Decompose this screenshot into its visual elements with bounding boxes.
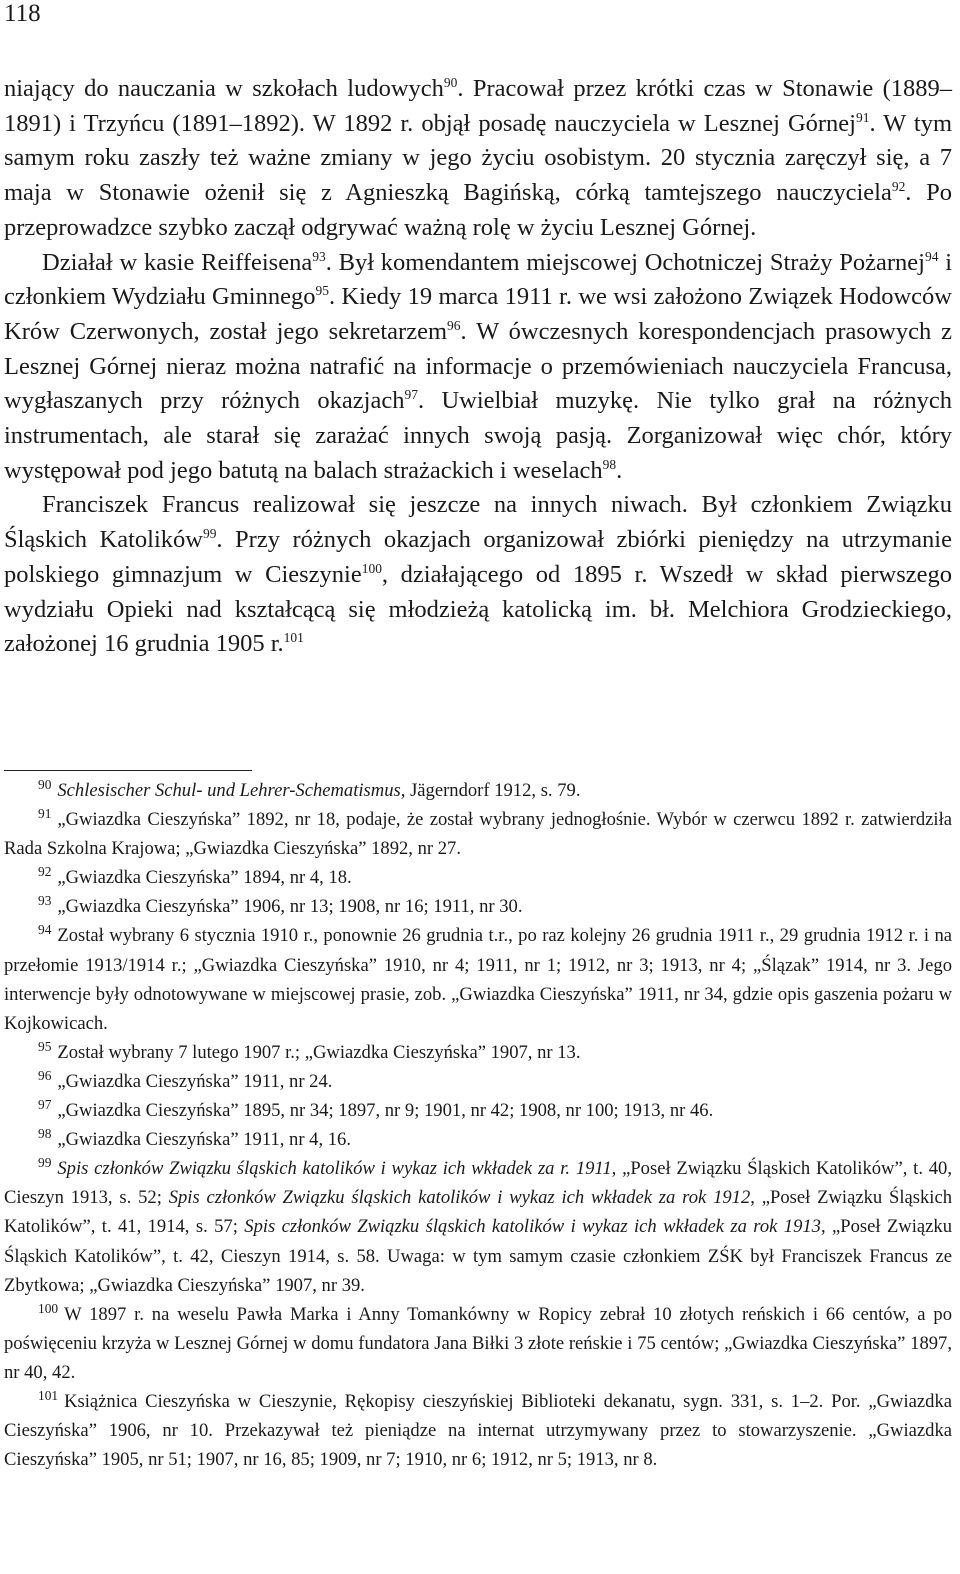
page-number: 118 (4, 0, 41, 27)
body-text-segment: Działał w kasie Reiffeisena (42, 248, 313, 276)
footnote-marker: 98 (602, 456, 617, 472)
footnote-text: , „Poseł Związku Śląskich Katolików”, t. 40, Cieszyn 1913, s. 52; (4, 1158, 952, 1209)
footnote-number: 90 (38, 776, 52, 792)
paragraph (4, 246, 952, 489)
footnote-text: „Gwiazdka Cieszyńska” 1906, nr 13; 1908, nr 16; 1911, nr 30. (57, 896, 523, 918)
body-text-segment: , działającego od 1895 r. Wszedł w skład pierwszego wydziału Opieki nad kształcącą się młodzieżą katolicką im. bł. Melchiora Grodzieckiego, założonej 16 grudnia 1905 r. (4, 560, 952, 658)
footnote-number: 101 (38, 1387, 59, 1403)
footnote-text: „Gwiazdka Cieszyńska” 1911, nr 24. (57, 1070, 333, 1092)
body-text-segment: Franciszek Francus realizował się jeszcze na innych niwach. Był członkiem Związku Śląskich Katolików (4, 491, 952, 554)
footnote (4, 1038, 952, 1067)
footnote (4, 1096, 952, 1125)
footnote-title: Spis członków Związku śląskich katolików i wykaz ich wkładek za r. 1911 (57, 1158, 612, 1180)
footnote (4, 1125, 952, 1154)
paragraph (4, 72, 952, 246)
footnote-number: 93 (38, 893, 52, 909)
footnote-text: „Gwiazdka Cieszyńska” 1894, nr 4, 18. (57, 867, 352, 889)
footnote-marker: 95 (315, 283, 329, 299)
footnote-text: , „Poseł Związku Śląskich Katolików”, t. 42, Cieszyn 1914, s. 58. Uwaga: w tym samym czasie członkiem ZŚK był Franciszek Francus ze Zbytkowa; „Gwiazdka Cieszyńska” 1907, nr 39. (4, 1216, 953, 1296)
footnote-number: 91 (38, 805, 52, 821)
body-text-segment: . Przy różnych okazjach organizował zbiórki pieniędzy na utrzymanie polskiego gimnazjum w Cieszynie (4, 526, 952, 588)
footnote-marker: 93 (312, 248, 326, 264)
footnote (4, 921, 952, 1037)
footnote-text: „Gwiazdka Cieszyńska” 1895, nr 34; 1897, nr 9; 1901, nr 42; 1908, nr 100; 1913, nr 46. (57, 1100, 714, 1122)
body-text-segment: i członkiem Wydziału Gminnego (4, 248, 953, 311)
footnotes (4, 776, 952, 1474)
body-text-segment: . Był komendantem miejscowej Ochotniczej Straży Pożarnej (325, 248, 925, 276)
footnote-marker: 97 (404, 387, 418, 403)
body-text-segment: . Pracował przez krótki czas w Stonawie (1889–1891) i Trzyńcu (1891–1892). W 1892 r. objął posadę nauczyciela w Lesznej Górnej (4, 75, 952, 137)
footnote (4, 1067, 952, 1096)
footnote (4, 863, 952, 892)
footnote-title: Spis członków Związku śląskich katolików i wykaz ich wkładek za rok 1913 (244, 1216, 821, 1238)
footnote (4, 892, 952, 921)
footnote-number: 98 (38, 1125, 52, 1141)
body-text-segment: . W ówczesnych korespondencjach prasowych z Lesznej Górnej nieraz można natrafić na informacje o przemówieniach nauczyciela Francusa, wygłaszanych przy różnych okazjach (4, 317, 952, 415)
footnote-number: 95 (38, 1038, 52, 1054)
footnote (4, 805, 952, 863)
footnote (4, 1154, 952, 1299)
footnote-marker: 91 (856, 109, 870, 125)
footnote-text: , „Poseł Związku Śląskich Katolików”, t. 41, 1914, s. 57; (4, 1187, 953, 1238)
footnote (4, 1387, 952, 1474)
footnote-marker: 94 (924, 248, 939, 264)
footnote-number: 100 (38, 1300, 59, 1316)
footnote (4, 1300, 952, 1387)
footnote-number: 92 (38, 864, 52, 880)
footnote-marker: 101 (283, 630, 304, 646)
body-text-segment: . (616, 456, 623, 484)
footnote (4, 776, 952, 805)
footnote-text: „Gwiazdka Cieszyńska” 1911, nr 4, 16. (57, 1129, 352, 1151)
footnote-text: Książnica Cieszyńska w Cieszynie, Rękopisy cieszyńskiej Biblioteki dekanatu, sygn. 331, s. 1–2. Por. „Gwiazdka Cieszyńska” 1906, nr 10. Przekazywał też pieniądze na internat utrzymywany przez to stowarzyszenie. „Gwiazdka Cieszyńska” 1905, nr 51; 1907, nr 16, 85; 1909, nr 7; 1910, nr 6; 1912, nr 5; 1913, nr 8. (4, 1390, 952, 1471)
footnote-text: , Jägerndorf 1912, s. 79. (400, 780, 581, 801)
footnote-title: Schlesischer Schul- und Lehrer-Schematismus (57, 780, 401, 801)
footnote-number: 96 (38, 1067, 52, 1083)
body-text-segment: niający do nauczania w szkołach ludowych (4, 75, 444, 102)
body-text-segment: . Uwielbiał muzykę. Nie tylko grał na różnych instrumentach, ale starał się zarażać innych swoją pasją. Zorganizował więc chór, który występował pod jego batutą na balach strażackich i weselach (4, 387, 952, 484)
footnote-title: Spis członków Związku śląskich katolików i wykaz ich wkładek za rok 1912 (168, 1187, 751, 1209)
paragraph (4, 488, 952, 662)
footnote-text: Został wybrany 6 stycznia 1910 r., ponownie 26 grudnia t.r., po raz kolejny 26 grudnia 1911 r., 29 grudnia 1912 r. i na przełomie 1913/1914 r.; „Gwiazdka Cieszyńska” 1910, nr 4; 1911, nr 1; 1912, nr 3; 1913, nr 4; „Ślązak” 1914, nr 3. Jego interwencje były odnotowywane w miejscowej prasie, zob. „Gwiazdka Cieszyńska” 1911, nr 34, gdzie opis gaszenia pożaru w Kojkowicach. (4, 925, 952, 1034)
footnote-text: W 1897 r. na weselu Pawła Marka i Anny Tomankówny w Ropicy zebrał 10 złotych reńskich i 66 centów, a po poświęceniu krzyża w Lesznej Górnej w domu fundatora Jana Biłki 3 złote reńskie i 75 centów; „Gwiazdka Cieszyńska” 1897, nr 40, 42. (4, 1303, 952, 1383)
footnote-number: 97 (38, 1096, 52, 1112)
footnote-number: 94 (38, 922, 52, 938)
body-text-segment: . W tym samym roku zaszły też ważne zmiany w jego życiu osobistym. 20 stycznia zaręczył się, a 7 maja w Stonawie ożenił się z Agnieszką Bagińską, córką tamtejszego nauczyciela (4, 109, 952, 207)
footnote-marker: 99 (202, 525, 217, 541)
footnote-marker: 92 (891, 178, 906, 194)
footnote-text: „Gwiazdka Cieszyńska” 1892, nr 18, podaje, że został wybrany jednogłośnie. Wybór w czerwcu 1892 r. zatwierdziła Rada Szkolna Krajowa; „Gwiazdka Cieszyńska” 1892, nr 27. (4, 809, 952, 860)
footnote-marker: 96 (447, 317, 461, 333)
footnote-text: Został wybrany 7 lutego 1907 r.; „Gwiazdka Cieszyńska” 1907, nr 13. (57, 1041, 581, 1063)
footnote-marker: 100 (361, 560, 382, 576)
footnote-number: 99 (38, 1155, 52, 1171)
body-text-segment: . Po przeprowadzce szybko zaczął odgrywać ważną rolę w życiu Lesznej Górnej. (4, 179, 952, 241)
footnote-separator (4, 770, 252, 771)
main-text (4, 72, 952, 662)
body-text-segment: . Kiedy 19 marca 1911 r. we wsi założono Związek Hodowców Krów Czerwonych, został jego sekretarzem (4, 283, 952, 345)
footnote-marker: 90 (443, 74, 458, 90)
